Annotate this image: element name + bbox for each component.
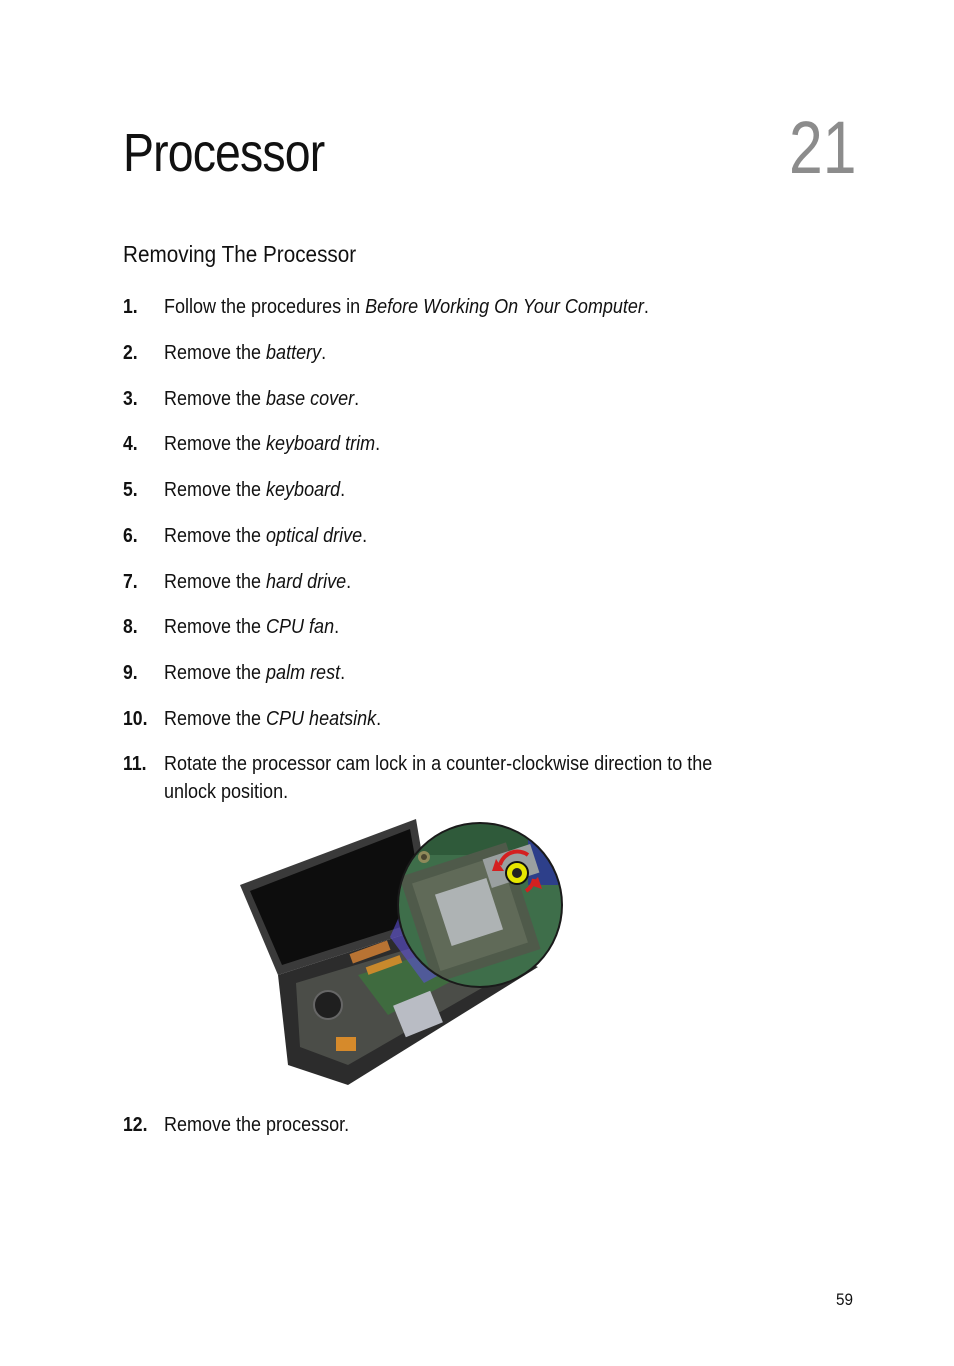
chapter-number: 21 (789, 106, 857, 189)
page-number: 59 (836, 1290, 854, 1309)
step-number: 7. (123, 571, 138, 593)
step-text: Remove the processor. (164, 1114, 350, 1136)
step-number: 2. (123, 342, 138, 364)
step-number: 5. (123, 479, 138, 501)
procedure-link[interactable]: base cover (266, 388, 355, 410)
cam-lock-icon (506, 862, 528, 884)
step-text: Remove the CPU heatsink. (164, 708, 382, 730)
step-text-line: Rotate the processor cam lock in a counter-clockwise direction to the (164, 753, 713, 775)
step-text: Remove the CPU fan. (164, 616, 340, 638)
procedure-link[interactable]: hard drive (266, 571, 347, 593)
section-title: Removing The Processor (123, 241, 357, 267)
step-number: 9. (123, 662, 138, 684)
procedure-link[interactable]: CPU heatsink (266, 708, 377, 730)
procedure-link[interactable]: CPU fan (266, 616, 335, 638)
step-text: Remove the palm rest. (164, 662, 346, 684)
step-number: 8. (123, 616, 138, 638)
step-text-line: unlock position. (164, 781, 289, 803)
step-text: Remove the keyboard. (164, 479, 346, 501)
step-number: 6. (123, 525, 138, 547)
step-number: 3. (123, 388, 138, 410)
step-text: Remove the hard drive. (164, 571, 352, 593)
procedure-link[interactable]: keyboard (266, 479, 341, 501)
step-text: Follow the procedures in Before Working On Your Computer. (164, 296, 649, 318)
step-text (164, 750, 776, 806)
step-number: 1. (123, 296, 138, 318)
procedure-link[interactable]: optical drive (266, 525, 363, 547)
step-number: 12. (123, 1114, 148, 1136)
step-number: 11. (123, 753, 147, 775)
step-text: Remove the battery. (164, 342, 327, 364)
step-text: Remove the keyboard trim. (164, 433, 381, 455)
procedure-link[interactable]: palm rest (266, 662, 341, 684)
processor-cam-lock-illustration (238, 815, 564, 1089)
procedure-link[interactable]: Before Working On Your Computer (365, 296, 644, 318)
step-number: 10. (123, 708, 148, 730)
step-text: Remove the base cover. (164, 388, 360, 410)
step-text: Remove the optical drive. (164, 525, 368, 547)
chapter-title: Processor (123, 123, 325, 183)
procedure-link[interactable]: keyboard trim (266, 433, 376, 455)
step-number: 4. (123, 433, 138, 455)
procedure-link[interactable]: battery (266, 342, 322, 364)
